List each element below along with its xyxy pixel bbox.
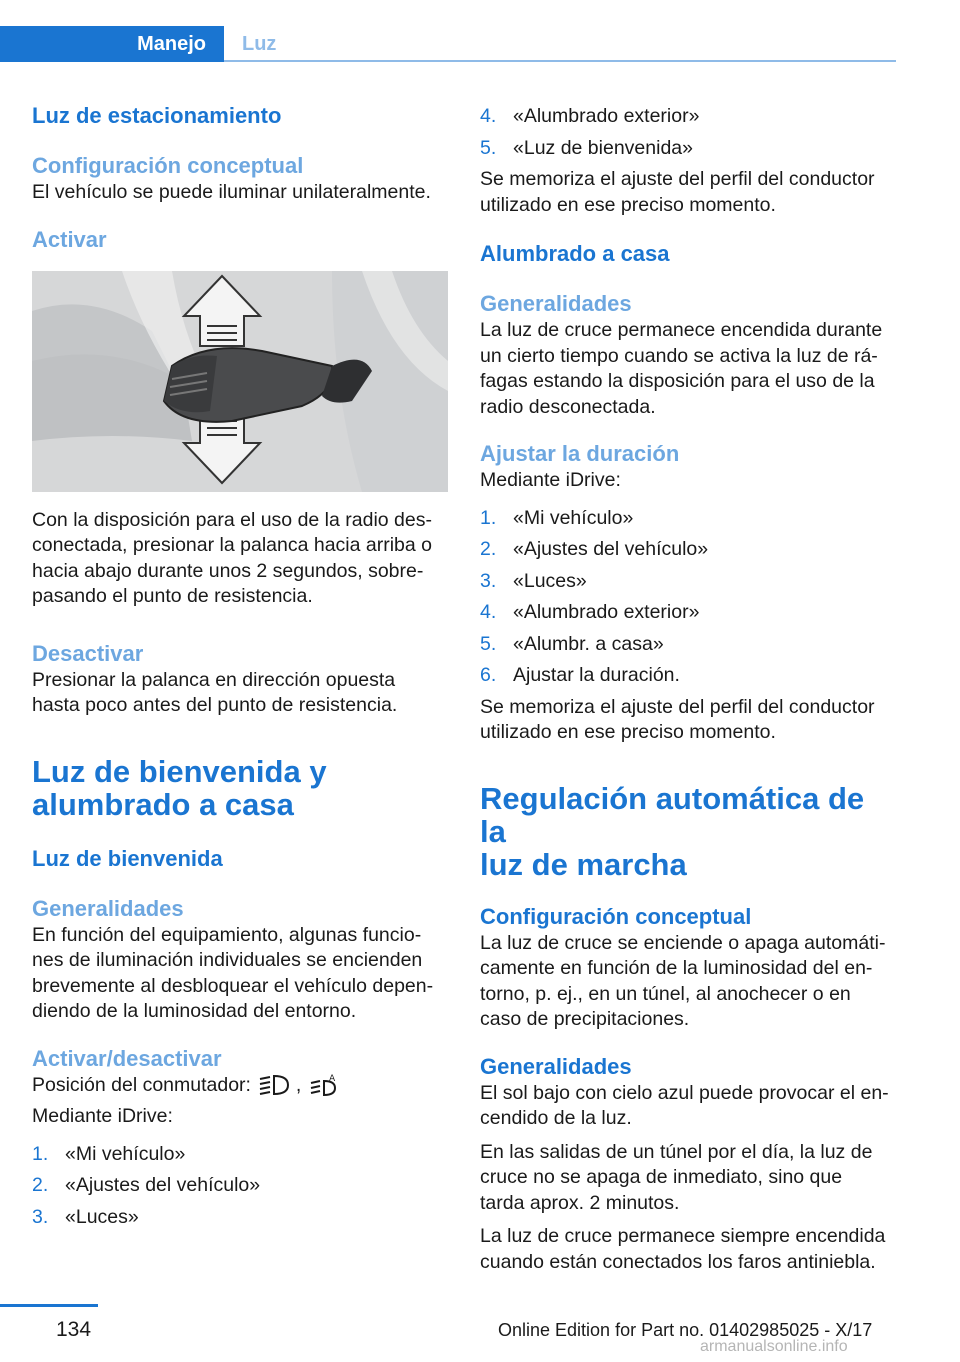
text-line: utilizado en ese preciso momento.	[480, 193, 776, 216]
paragraph-tunel	[480, 1140, 896, 1217]
paragraph-sol-bajo	[480, 1081, 896, 1132]
paragraph-desactivar	[32, 668, 448, 719]
auto-light-control-icon	[307, 1073, 341, 1097]
paragraph-antiniebla	[480, 1224, 896, 1275]
list-item	[480, 136, 896, 162]
step-text: «Ajustes del vehículo»	[65, 1174, 261, 1196]
text-line: La luz de cruce permanece siempre encendida	[480, 1225, 886, 1247]
step-number: 5.	[480, 632, 497, 655]
paragraph-conmutador	[32, 1073, 448, 1099]
heading-generalidades-3: Generalidades	[480, 1053, 632, 1079]
paragraph-memoriza-2	[480, 695, 896, 746]
text-line: hacia abajo durante unos 2 segundos, sobre-	[32, 559, 424, 582]
step-number: 1.	[32, 1142, 49, 1165]
text-line: Se memoriza el ajuste del perfil del conductor	[480, 695, 875, 718]
paragraph-regulacion	[480, 931, 896, 1033]
list-item	[32, 1205, 448, 1231]
list-item	[480, 600, 896, 626]
text-line: nes de iluminación individuales se encienden	[32, 949, 423, 971]
paragraph-idrive-2: Mediante iDrive:	[480, 469, 621, 491]
section-title-regulacion	[480, 782, 896, 881]
text-line: El sol bajo con cielo azul puede provocar el en-	[480, 1081, 889, 1104]
step-text: «Mi vehículo»	[65, 1142, 186, 1165]
svg-text:A: A	[328, 1074, 335, 1085]
header-tabs	[0, 0, 960, 62]
text-line: fagas estando la disposición para el uso de la	[480, 370, 875, 392]
step-number: 4.	[480, 601, 497, 623]
separator: ,	[295, 1073, 302, 1096]
step-number: 2.	[480, 538, 497, 560]
auto-headlight-icon	[256, 1073, 290, 1097]
text-line: caso de precipitaciones.	[480, 1008, 690, 1030]
step-number: 3.	[480, 569, 497, 592]
heading-alumbrado-casa: Alumbrado a casa	[480, 241, 670, 266]
steps-list-left	[32, 1142, 448, 1231]
edition-note: Online Edition for Part no. 01402985025 - X/17	[498, 1320, 873, 1340]
text-line: torno, p. ej., en un túnel, al anochecer o en	[480, 982, 851, 1005]
lever-figure	[32, 271, 448, 492]
heading-activar: Activar	[32, 226, 107, 252]
heading-activar-desactivar: Activar/desactivar	[32, 1045, 222, 1071]
text-line: radio desconectada.	[480, 395, 656, 418]
text-line: Presionar la palanca en dirección opuesta	[32, 668, 396, 691]
text-line: un cierto tiempo cuando se activa la luz de rá-	[480, 344, 878, 367]
step-number: 2.	[32, 1174, 49, 1196]
text-line: cuando están conectados los faros antiniebla.	[480, 1250, 876, 1273]
list-item	[480, 632, 896, 658]
step-text: «Alumbrado exterior»	[513, 105, 700, 127]
section-title-bienvenida	[32, 755, 448, 821]
text-line: Con la disposición para el uso de la radio des-	[32, 508, 432, 531]
title-line: Regulación automática de la	[480, 780, 865, 849]
text-line: brevemente al desbloquear el vehículo depen-	[32, 974, 434, 997]
text-conmutador: Posición del conmutador:	[32, 1073, 251, 1096]
list-item	[480, 506, 896, 532]
heading-ajustar-duracion: Ajustar la duración	[480, 441, 680, 466]
heading-luz-estacionamiento: Luz de estacionamiento	[32, 103, 282, 128]
list-item	[480, 537, 896, 563]
left-column	[32, 100, 448, 1236]
lever-illustration	[32, 271, 448, 492]
step-text: «Luces»	[65, 1205, 139, 1228]
title-line: Luz de bienvenida y	[32, 753, 327, 789]
list-item	[480, 569, 896, 595]
steps-list-right	[480, 506, 896, 689]
heading-generalidades-2: Generalidades	[480, 291, 632, 316]
heading-configuracion-2: Configuración conceptual	[480, 903, 752, 929]
paragraph-idrive: Mediante iDrive:	[32, 1105, 173, 1127]
paragraph-unilateral: El vehículo se puede iluminar unilateralmente.	[32, 181, 431, 203]
text-line: En las salidas de un túnel por el día, la luz de	[480, 1140, 873, 1163]
text-line: conectada, presionar la palanca hacia arriba o	[32, 534, 433, 556]
text-line: camente en función de la luminosidad del en-	[480, 957, 873, 979]
text-line: diendo de la luminosidad del entorno.	[32, 1000, 357, 1022]
step-text: «Alumbr. a casa»	[513, 632, 664, 655]
list-item	[480, 663, 896, 689]
paragraph-bienvenida	[32, 923, 448, 1025]
steps-list-right-top	[480, 104, 896, 161]
step-number: 3.	[32, 1205, 49, 1228]
watermark: armanualsonline.info	[700, 1338, 848, 1355]
step-text: «Luces»	[513, 569, 587, 592]
title-line: alumbrado a casa	[32, 786, 294, 822]
heading-luz-bienvenida: Luz de bienvenida	[32, 845, 223, 871]
paragraph-activar	[32, 508, 448, 610]
text-line: pasando el punto de resistencia.	[32, 585, 313, 607]
step-text: «Ajustes del vehículo»	[513, 538, 709, 560]
text-line: cruce no se apaga de inmediato, sino que	[480, 1166, 843, 1188]
title-line: luz de marcha	[480, 846, 687, 882]
heading-generalidades: Generalidades	[32, 895, 184, 921]
tab-manejo: Manejo	[0, 26, 224, 62]
text-line: utilizado en ese preciso momento.	[480, 721, 776, 743]
header-rule	[224, 60, 896, 62]
heading-configuracion: Configuración conceptual	[32, 153, 304, 178]
text-line: La luz de cruce se enciende o apaga automáti-	[480, 931, 886, 954]
text-line: Se memoriza el ajuste del perfil del conductor	[480, 168, 875, 190]
paragraph-alumbrado	[480, 318, 896, 420]
page-number: 134	[56, 1318, 92, 1341]
right-column	[480, 100, 896, 1275]
step-number: 4.	[480, 105, 497, 127]
paragraph-memoriza-1	[480, 167, 896, 218]
step-text: «Alumbrado exterior»	[513, 601, 700, 623]
heading-desactivar: Desactivar	[32, 640, 144, 666]
list-item	[480, 104, 896, 130]
text-line: tarda aprox. 2 minutos.	[480, 1191, 680, 1214]
list-item	[32, 1142, 448, 1168]
step-text: «Mi vehículo»	[513, 506, 634, 529]
text-line: cendido de la luz.	[480, 1107, 632, 1129]
step-text: Ajustar la duración.	[513, 664, 680, 686]
step-number: 6.	[480, 664, 497, 686]
step-number: 5.	[480, 136, 497, 159]
step-text: «Luz de bienvenida»	[513, 136, 693, 159]
text-line: En función del equipamiento, algunas funcio-	[32, 923, 422, 946]
list-item	[32, 1173, 448, 1199]
text-line: hasta poco antes del punto de resistencia.	[32, 694, 398, 716]
tab-luz: Luz	[242, 32, 277, 55]
footer-rule	[0, 1304, 98, 1307]
text-line: La luz de cruce permanece encendida durante	[480, 319, 883, 341]
step-number: 1.	[480, 506, 497, 529]
